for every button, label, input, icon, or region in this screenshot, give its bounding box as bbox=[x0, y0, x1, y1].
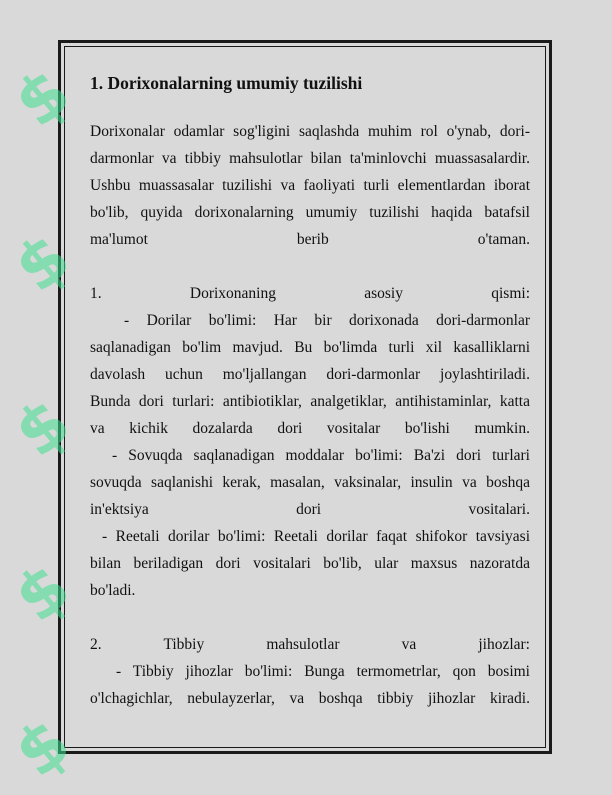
text-line: va kichik dozalarda dori vositalar bo'lishi mumkin. bbox=[90, 420, 530, 437]
text-line: in'ektsiya dori vositalari. bbox=[90, 501, 530, 518]
text-line: bilan beriladigan dori vositalari bo'lib, ular maxsus nazoratda bbox=[90, 555, 530, 572]
text-line: Ushbu muassasalar tuzilishi va faoliyati turli elementlardan iborat bbox=[90, 177, 530, 194]
svg-text:$: $ bbox=[4, 703, 85, 790]
text-line: davolash uchun mo'ljallangan dori-darmonlar joylashtiriladi. bbox=[90, 366, 530, 383]
text-line: bo'lib, quyida dorixonalarning umumiy tuzilishi haqida batafsil bbox=[90, 204, 530, 221]
text-line: o'lchagichlar, nebulayzerlar, va boshqa tibbiy jihozlar kiradi. bbox=[90, 690, 530, 707]
text-line: 1. Dorixonaning asosiy qismi: bbox=[90, 285, 530, 302]
text-line: - Sovuqda saqlanadigan moddalar bo'limi: Ba'zi dori turlari bbox=[112, 447, 530, 464]
text-line: darmonlar va tibbiy mahsulotlar bilan ta'minlovchi muassasalardir. bbox=[90, 150, 530, 167]
paragraph-gap bbox=[90, 604, 530, 631]
svg-text:$: $ bbox=[4, 548, 85, 635]
section-title: 1. Dorixonalarning umumiy tuzilishi bbox=[90, 73, 363, 93]
text-line: Bunda dori turlari: antibiotiklar, analgetiklar, antihistaminlar, katta bbox=[90, 393, 530, 410]
svg-text:$: $ bbox=[4, 383, 85, 470]
text-line: - Tibbiy jihozlar bo'limi: Bunga termometrlar, qon bosimi bbox=[116, 663, 530, 680]
body-text bbox=[90, 118, 530, 712]
svg-text:$: $ bbox=[4, 53, 85, 140]
text-line: saqlanadigan bo'lim mavjud. Bu bo'limda turli xil kasalliklarni bbox=[90, 339, 530, 356]
paragraph-gap bbox=[90, 253, 530, 280]
text-line: Dorixonalar odamlar sog'ligini saqlashda muhim rol o'ynab, dori- bbox=[90, 123, 530, 140]
text-line: - Dorilar bo'limi: Har bir dorixonada dori-darmonlar bbox=[124, 312, 530, 329]
text-line: - Reetali dorilar bo'limi: Reetali dorilar faqat shifokor tavsiyasi bbox=[102, 528, 530, 545]
text-line: bo'ladi. bbox=[90, 582, 136, 599]
text-line: sovuqda saqlanishi kerak, masalan, vaksinalar, insulin va boshqa bbox=[90, 474, 530, 491]
text-line: ma'lumot berib o'taman. bbox=[90, 231, 530, 248]
document-body bbox=[90, 70, 530, 712]
svg-text:$: $ bbox=[4, 218, 85, 305]
text-line: 2. Tibbiy mahsulotlar va jihozlar: bbox=[90, 636, 530, 653]
